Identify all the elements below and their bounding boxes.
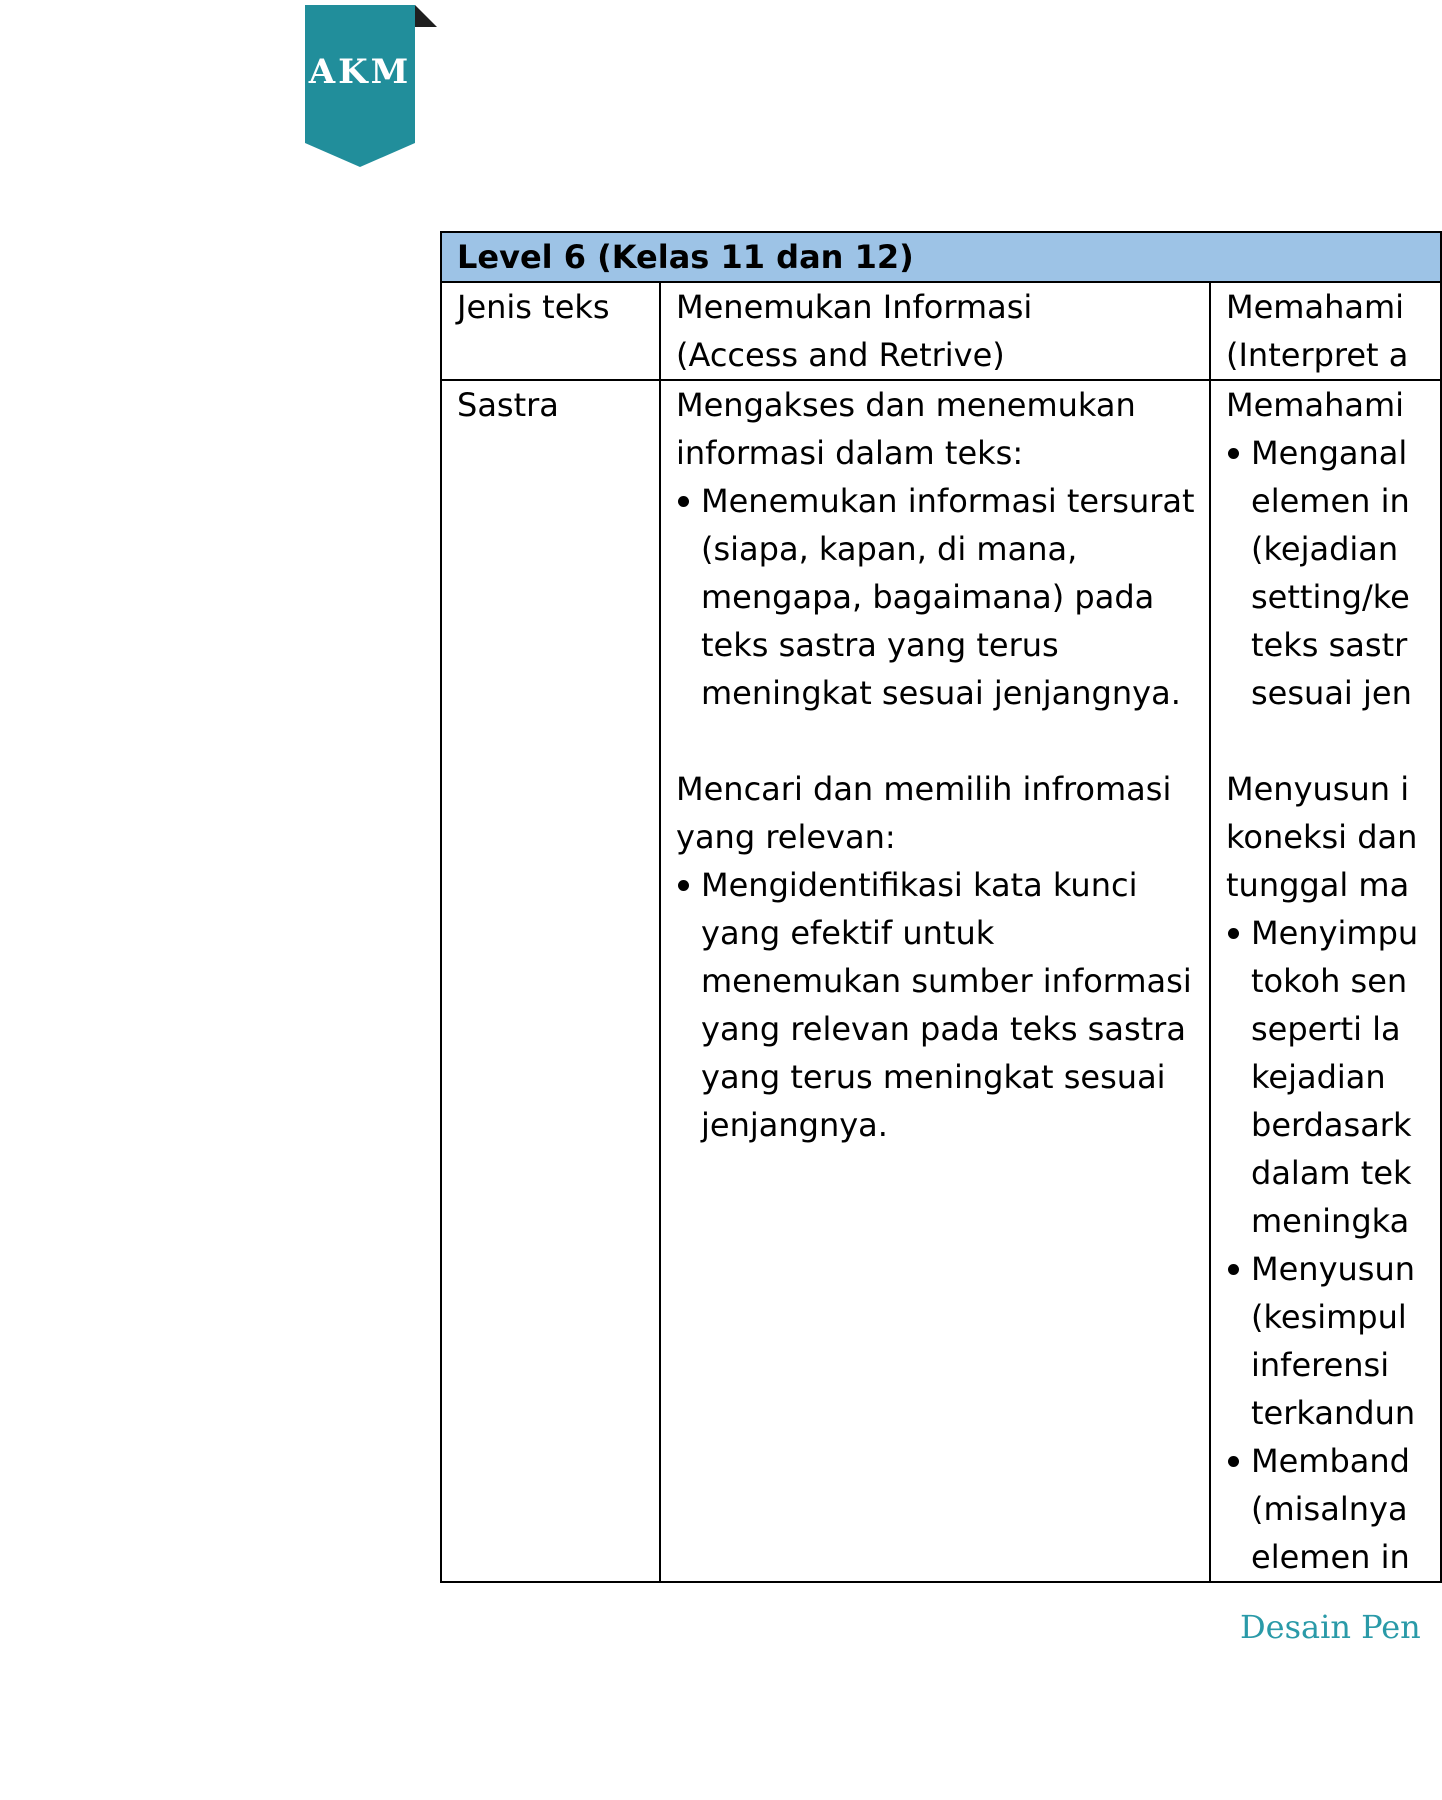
header-find-information <box>660 282 1210 380</box>
header-understand <box>1210 282 1441 380</box>
column-header-row <box>441 282 1441 380</box>
footer-document-title: Desain Pen <box>1240 1608 1421 1646</box>
level-header-row <box>441 232 1441 282</box>
header-find-information-line1: Menemukan Informasi <box>676 288 1033 326</box>
list-item: Mengidentifikasi kata kunci yang efektif untuk menemukan sumber informasi yang relevan pada teks sastra yang terus meningkat sesuai jenjangnya. <box>676 861 1199 1149</box>
list-item: Menganal elemen in (kejadian setting/ke teks sastr sesuai jen <box>1226 429 1430 717</box>
understand-intro: Memahami <box>1226 386 1405 424</box>
list-item: Memband (misalnya elemen in <box>1226 1437 1430 1581</box>
list-item: Menemukan informasi tersurat (siapa, kapan, di mana, mengapa, bagaimana) pada teks sastra yang terus meningkat sesuai jenjangnya. <box>676 477 1199 717</box>
list-item: Menyusun (kesimpul inferensi terkandun <box>1226 1245 1430 1437</box>
framework-table <box>440 231 1442 1583</box>
list-item: Menyimpu tokoh sen seperti la kejadian berdasark dalam tek meningka <box>1226 909 1430 1245</box>
understand-cell <box>1210 380 1441 1582</box>
header-text-type: Jenis teks <box>441 282 660 380</box>
header-understand-line1: Memahami <box>1226 288 1405 326</box>
literature-row <box>441 380 1441 1582</box>
level-title: Level 6 (Kelas 11 dan 12) <box>441 232 1441 282</box>
access-intro: Mengakses dan menemukan informasi dalam teks: <box>676 386 1136 472</box>
genre-cell: Sastra <box>441 380 660 1582</box>
header-find-information-line2: (Access and Retrive) <box>676 336 1005 374</box>
logo-text: AKM <box>308 52 412 92</box>
find-information-cell <box>660 380 1210 1582</box>
select-intro: Mencari dan memilih infromasi yang relevan: <box>676 770 1172 856</box>
header-understand-line2: (Interpret a <box>1226 336 1409 374</box>
compose-intro: Menyusun i koneksi dan tunggal ma <box>1226 770 1418 904</box>
